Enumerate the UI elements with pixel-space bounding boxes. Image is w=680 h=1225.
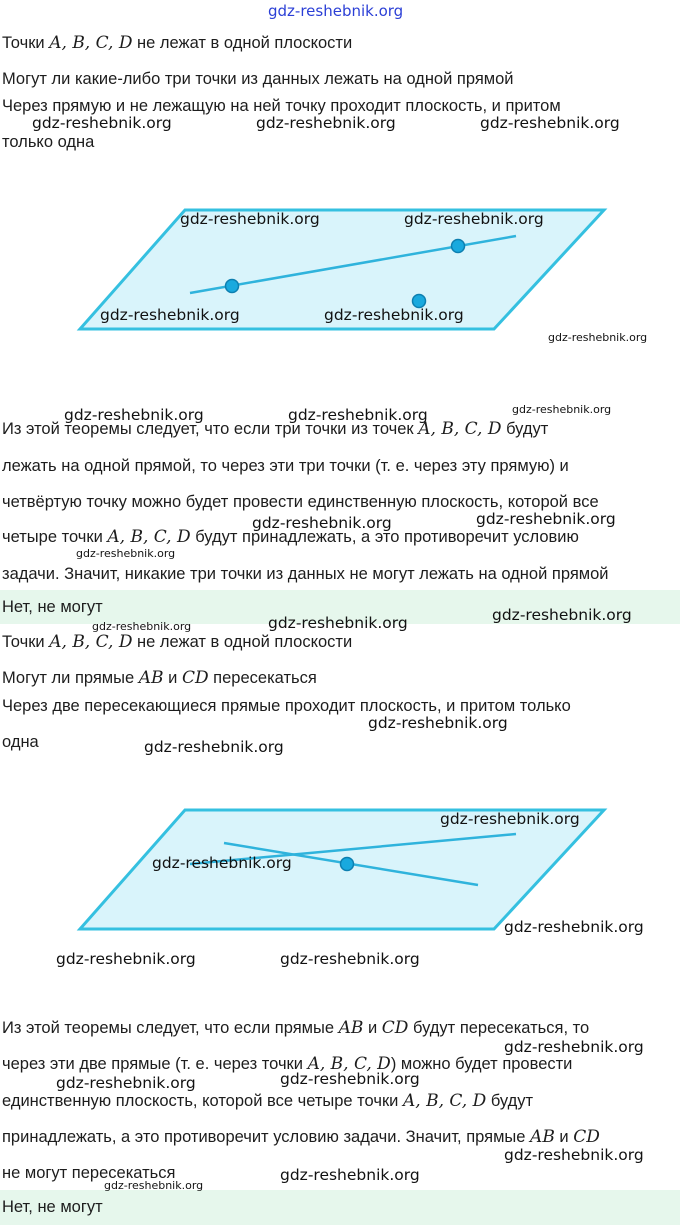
task2-expl-line2-prefix: через эти две прямые (т. е. через точки (2, 1055, 308, 1073)
task2-expl-line1-prefix: Из этой теоремы следует, что если прямые (2, 1019, 339, 1037)
watermark: gdz-reshebnik.org (480, 114, 620, 132)
task2-expl-line1-ab: AB (338, 1018, 364, 1038)
watermark: gdz-reshebnik.org (440, 810, 580, 828)
task1-given-prefix: Точки (2, 34, 50, 52)
task2-expl-line3-points: A, B, C, D (403, 1091, 487, 1111)
task1-expl-line1-prefix: Из этой теоремы следует, что если три точки из точек (2, 420, 419, 438)
watermark: gdz-reshebnik.org (64, 406, 204, 424)
task2-given-points: A, B, C, D (49, 632, 133, 652)
task2-question-suffix: пересекаться (208, 669, 317, 687)
task2-given-prefix: Точки (2, 633, 50, 651)
task1-point-on-line-1 (226, 280, 239, 293)
watermark-small: gdz-reshebnik.org (512, 403, 612, 416)
task1-answer-text: Нет, не могут (2, 597, 103, 616)
task2-expl-line5: не могут пересекаться (2, 1164, 176, 1182)
watermark: gdz-reshebnik.org (256, 114, 396, 132)
watermark: gdz-reshebnik.org (144, 738, 284, 756)
task1-expl-line1-points: A, B, C, D (418, 419, 502, 439)
task2-expl-line4-ab: AB (530, 1127, 555, 1147)
task1-expl-line2: лежать на одной прямой, то через эти три точки (т. е. через эту прямую) и (2, 457, 569, 475)
task2-theorem-line1: Через две пересекающиеся прямые проходит плоскость, и притом только (2, 697, 571, 715)
task1-expl-line4-points: A, B, C, D (107, 527, 191, 547)
watermark: gdz-reshebnik.org (492, 606, 632, 624)
task2-expl-line3-suffix: будут (486, 1092, 534, 1110)
watermark: gdz-reshebnik.org (268, 614, 408, 632)
task1-expl-line1-suffix: будут (501, 420, 549, 438)
watermark-top: gdz-reshebnik.org (268, 2, 404, 20)
task1-given-suffix: не лежат в одной плоскости (132, 34, 353, 52)
task2-expl-line3-prefix: единственную плоскость, которой все четыре точки (2, 1092, 403, 1110)
task1-question: Могут ли какие-либо три точки из данных лежать на одной прямой (2, 70, 514, 88)
watermark-small: gdz-reshebnik.org (92, 620, 192, 633)
task2-question-prefix: Могут ли прямые (2, 669, 139, 687)
task2-answer (0, 1190, 680, 1225)
task2-expl-line1-cd: CD (381, 1018, 409, 1038)
watermark: gdz-reshebnik.org (368, 714, 508, 732)
task2-expl-line1 (2, 1017, 589, 1039)
task2-expl-line2-suffix: ) можно будет провести (390, 1055, 573, 1073)
watermark: gdz-reshebnik.org (100, 306, 240, 324)
task2-intersection-point (341, 858, 354, 871)
task2-line-ab: AB (138, 668, 164, 688)
task2-question (2, 667, 317, 689)
watermark: gdz-reshebnik.org (324, 306, 464, 324)
task1-point-on-line-2 (452, 240, 465, 253)
watermark: gdz-reshebnik.org (280, 1166, 420, 1184)
watermark: gdz-reshebnik.org (56, 1074, 196, 1092)
task2-expl-line3 (2, 1090, 533, 1112)
watermark: gdz-reshebnik.org (504, 1146, 644, 1164)
watermark: gdz-reshebnik.org (288, 406, 428, 424)
watermark: gdz-reshebnik.org (280, 1070, 420, 1088)
task2-expl-line4-prefix: принадлежать, а это противоречит условию задачи. Значит, прямые (2, 1128, 531, 1146)
task1-expl-line4-prefix: четыре точки (2, 528, 108, 546)
watermark: gdz-reshebnik.org (476, 510, 616, 528)
task1-expl-line4-suffix: будут принадлежать, а это противоречит условию (190, 528, 579, 546)
task1-given-points: A, B, C, D (49, 33, 133, 53)
watermark: gdz-reshebnik.org (56, 950, 196, 968)
task2-given-suffix: не лежат в одной плоскости (132, 633, 353, 651)
watermark: gdz-reshebnik.org (404, 210, 544, 228)
watermark: gdz-reshebnik.org (180, 210, 320, 228)
task1-expl-line5: задачи. Значит, никакие три точки из данных не могут лежать на одной прямой (2, 565, 609, 583)
task2-line-cd: CD (181, 668, 209, 688)
watermark: gdz-reshebnik.org (152, 854, 292, 872)
task2-expl-line4-and: и (554, 1128, 574, 1146)
task2-expl-line1-suffix: будут пересекаться, то (408, 1019, 590, 1037)
task2-expl-line2-points: A, B, C, D (307, 1054, 391, 1074)
watermark-small: gdz-reshebnik.org (548, 331, 648, 344)
task1-figure (0, 200, 680, 350)
watermark: gdz-reshebnik.org (504, 918, 644, 936)
task1-given (2, 32, 352, 54)
watermark-small: gdz-reshebnik.org (104, 1179, 204, 1192)
watermark-small: gdz-reshebnik.org (76, 547, 176, 560)
task2-theorem-line2: одна (2, 733, 39, 751)
watermark: gdz-reshebnik.org (32, 114, 172, 132)
task2-question-and: и (163, 669, 182, 687)
task2-answer-text: Нет, не могут (2, 1198, 103, 1216)
task2-expl-line4 (2, 1126, 600, 1148)
task1-theorem-line2: только одна (2, 133, 95, 151)
watermark: gdz-reshebnik.org (504, 1038, 644, 1056)
task1-theorem-line1: Через прямую и не лежащую на ней точку проходит плоскость, и притом (2, 97, 561, 115)
task2-expl-line4-cd: CD (573, 1127, 600, 1147)
task1-expl-line3: четвёртую точку можно будет провести единственную плоскость, которой все (2, 493, 599, 511)
task2-given (2, 631, 352, 653)
watermark: gdz-reshebnik.org (252, 514, 392, 532)
watermark: gdz-reshebnik.org (280, 950, 420, 968)
task2-expl-line1-and: и (363, 1019, 382, 1037)
